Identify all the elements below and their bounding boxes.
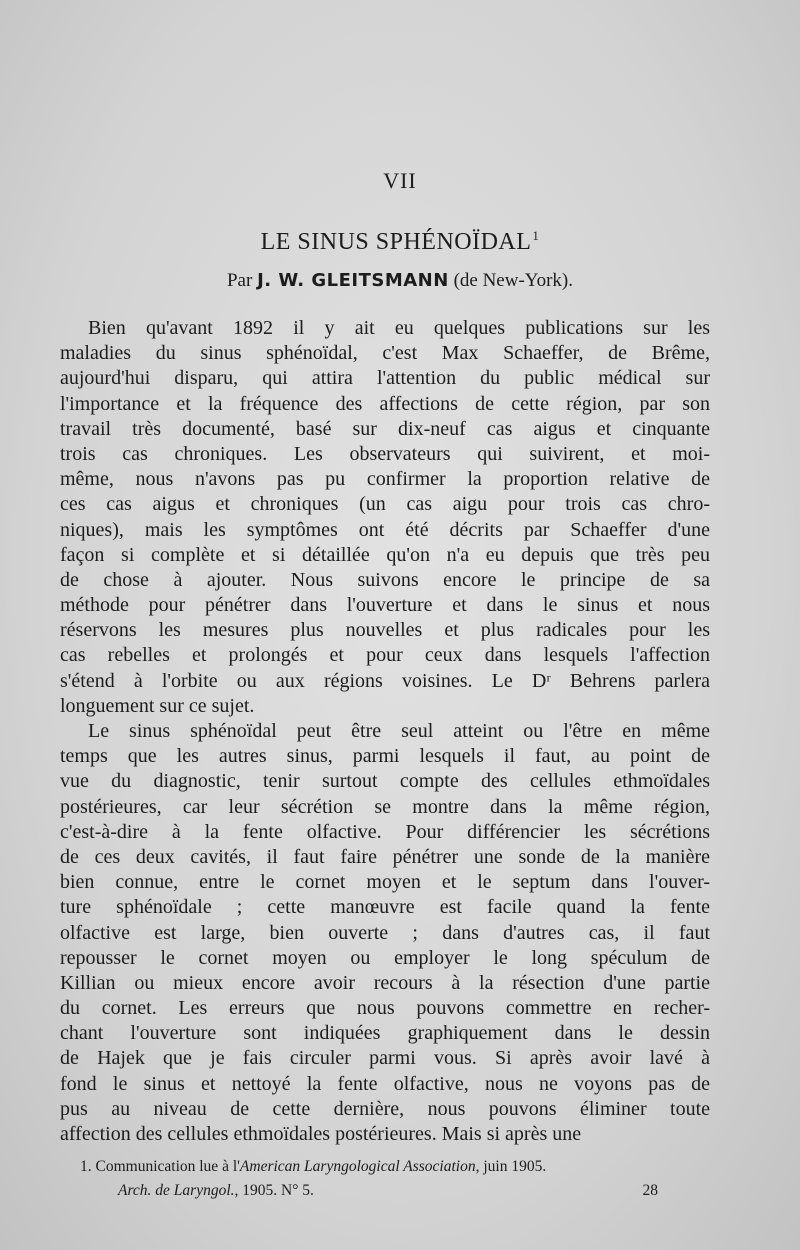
journal-source: Arch. de Laryngol. bbox=[118, 1182, 235, 1199]
text-line: s'étend à l'orbite ou aux régions voisines. Le Dʳ Behrens parlera bbox=[60, 669, 710, 692]
journal-issue: , 1905. N° 5. bbox=[234, 1182, 314, 1199]
body-text bbox=[60, 316, 710, 1147]
text-line: fond le sinus et nettoyé la fente olfactive, nous ne voyons pas de bbox=[60, 1072, 710, 1095]
text-line: cas rebelles et prolongés et pour ceux dans lesquels l'affection bbox=[60, 644, 710, 667]
sheet-number: 28 bbox=[642, 1182, 658, 1199]
text-line: maladies du sinus sphénoïdal, c'est Max Schaeffer, de Brême, bbox=[60, 342, 710, 365]
text-line: de ces deux cavités, il faut faire pénétrer une sonde de la manière bbox=[60, 845, 710, 868]
text-line: façon si complète et si détaillée qu'on n'a eu depuis que très peu bbox=[60, 543, 710, 566]
footnote-venue: American Laryngological Association bbox=[239, 1158, 476, 1175]
text-line: réservons les mesures plus nouvelles et plus radicales pour les bbox=[60, 619, 710, 642]
text-line: même, nous n'avons pas pu confirmer la proportion relative de bbox=[60, 468, 710, 491]
text-line: Le sinus sphénoïdal peut être seul atteint ou l'être en même bbox=[88, 720, 710, 742]
byline bbox=[0, 270, 800, 292]
footnote-mark: 1. bbox=[80, 1158, 92, 1175]
text-line: vue du diagnostic, tenir surtout compte des cellules ethmoïdales bbox=[60, 770, 710, 793]
footnote-text-after: , juin 1905. bbox=[475, 1158, 547, 1175]
footnote bbox=[80, 1157, 720, 1177]
text-line: pus au niveau de cette dernière, nous pouvons éliminer toute bbox=[60, 1097, 710, 1120]
text-line: temps que les autres sinus, parmi lesquels il faut, au point de bbox=[60, 745, 710, 768]
text-line: ture sphénoïdale ; cette manœuvre est facile quand la fente bbox=[60, 896, 710, 919]
text-line: longuement sur ce sujet. bbox=[60, 694, 255, 717]
text-line: postérieures, car leur sécrétion se montre dans la même région, bbox=[60, 795, 710, 818]
text-line: l'importance et la fréquence des affections de cette région, par son bbox=[60, 392, 710, 415]
text-line: du cornet. Les erreurs que nous pouvons commettre en recher- bbox=[60, 997, 710, 1020]
text-line: aujourd'hui disparu, qui attira l'attention du public médical sur bbox=[60, 367, 710, 390]
author-name: J. W. GLEITSMANN bbox=[257, 270, 449, 291]
title-text: LE SINUS SPHÉNOÏDAL bbox=[260, 229, 532, 255]
article-title bbox=[0, 228, 800, 256]
text-line: travail très documenté, basé sur dix-neuf cas aigus et cinquante bbox=[60, 417, 710, 440]
author-affiliation: (de New-York). bbox=[453, 270, 573, 291]
footnote-reference: 1 bbox=[532, 228, 540, 243]
text-line: chant l'ouverture sont indiquées graphiquement dans le dessin bbox=[60, 1022, 710, 1045]
chapter-number: VII bbox=[383, 168, 417, 193]
text-line: affection des cellules ethmoïdales postérieures. Mais si après une bbox=[60, 1123, 582, 1145]
text-line: de chose à ajouter. Nous suivons encore le principe de sa bbox=[60, 568, 710, 591]
text-line: méthode pour pénétrer dans l'ouverture et dans le sinus et nous bbox=[60, 594, 710, 617]
running-footer bbox=[118, 1182, 658, 1200]
text-line: ces cas aigus et chroniques (un cas aigu pour trois cas chro- bbox=[60, 493, 710, 516]
text-line: Bien qu'avant 1892 il y ait eu quelques publications sur les bbox=[88, 317, 710, 339]
text-line: Killian ou mieux encore avoir recours à la résection d'une partie bbox=[60, 971, 710, 994]
text-line: c'est-à-dire à la fente olfactive. Pour différencier les sécrétions bbox=[60, 820, 710, 843]
text-line: niques), mais les symptômes ont été décrits par Schaeffer d'une bbox=[60, 518, 710, 541]
byline-prefix: Par bbox=[226, 270, 253, 291]
text-line: bien connue, entre le cornet moyen et le septum dans l'ouver- bbox=[60, 871, 710, 894]
text-line: trois cas chroniques. Les observateurs qui suivirent, et moi- bbox=[60, 442, 710, 465]
text-line: repousser le cornet moyen ou employer le long spéculum de bbox=[60, 946, 710, 969]
text-line: olfactive est large, bien ouverte ; dans d'autres cas, il faut bbox=[60, 921, 710, 944]
footnote-text-before: Communication lue à l' bbox=[95, 1158, 240, 1175]
text-line: de Hajek que je fais circuler parmi vous. Si après avoir lavé à bbox=[60, 1047, 710, 1070]
